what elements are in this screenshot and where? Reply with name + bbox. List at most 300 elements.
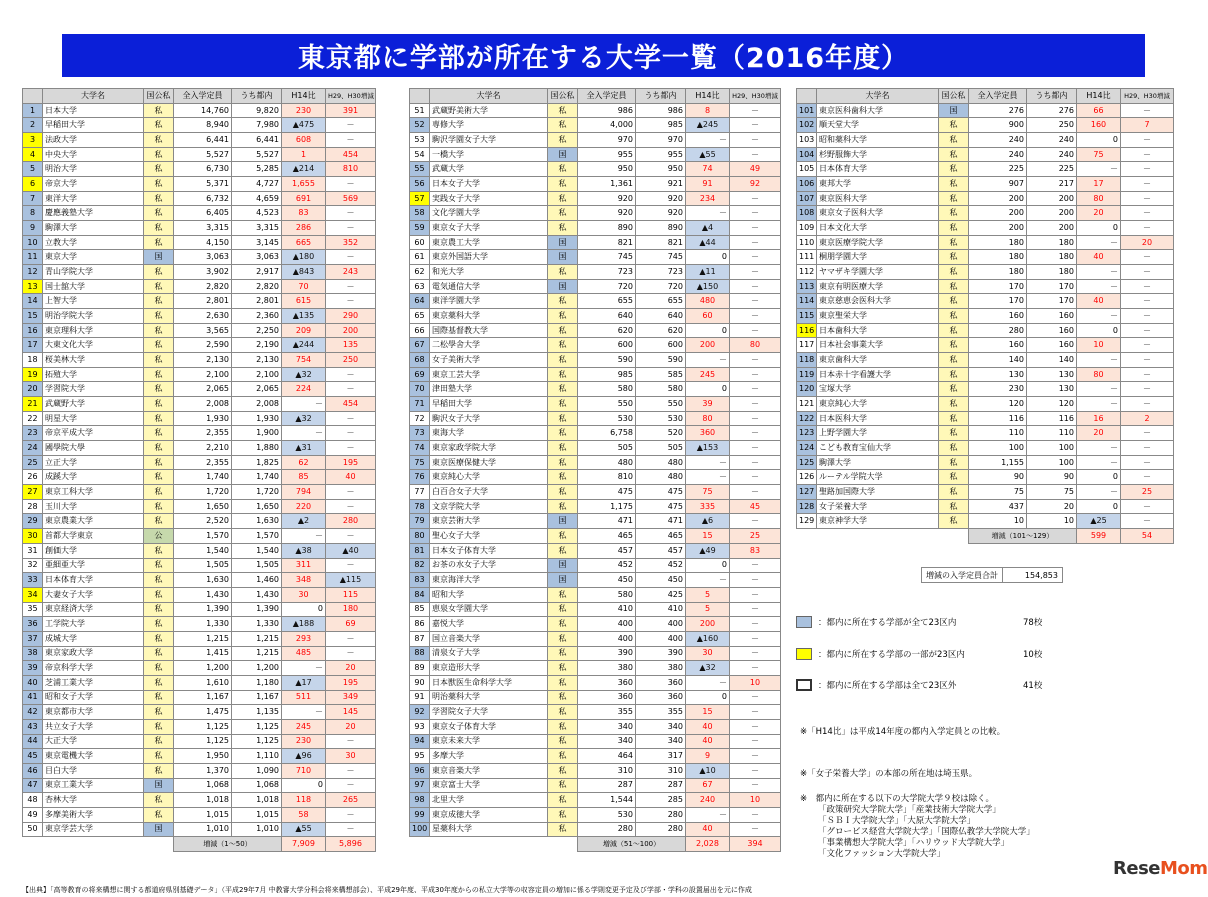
table-row — [23, 206, 376, 221]
h14-comparison: 0 — [1077, 323, 1121, 338]
h14-comparison: 80 — [1077, 191, 1121, 206]
tokyo-capacity: 410 — [636, 602, 686, 617]
row-number: 95 — [410, 749, 430, 764]
h14-comparison: 691 — [282, 191, 326, 206]
h14-comparison: 286 — [282, 221, 326, 236]
table-row — [23, 323, 376, 338]
total-capacity: 1,330 — [174, 617, 232, 632]
table-row — [797, 397, 1174, 412]
university-name: 立教大学 — [43, 235, 144, 250]
total-capacity: 1,125 — [174, 734, 232, 749]
university-name: 恵泉女学園大学 — [430, 602, 548, 617]
university-name: 拓殖大学 — [43, 367, 144, 382]
university-name: 多摩美術大学 — [43, 807, 144, 822]
row-number: 121 — [797, 397, 817, 412]
ownership-type: 私 — [144, 690, 174, 705]
row-number: 99 — [410, 807, 430, 822]
tokyo-capacity: 1,135 — [232, 705, 282, 720]
h29-h30-change: － — [1121, 191, 1174, 206]
tokyo-capacity: 1,430 — [232, 587, 282, 602]
table-row — [410, 573, 781, 588]
ownership-type: 私 — [144, 514, 174, 529]
tokyo-capacity: 285 — [636, 793, 686, 808]
h14-comparison: 0 — [1077, 470, 1121, 485]
table-row — [23, 807, 376, 822]
h29-h30-change: － — [1121, 514, 1174, 529]
h29-h30-change: － — [1121, 338, 1174, 353]
total-capacity: 2,801 — [174, 294, 232, 309]
table-row — [23, 338, 376, 353]
ownership-type: 私 — [939, 147, 969, 162]
table-row — [797, 133, 1174, 148]
ownership-type: 私 — [144, 793, 174, 808]
total-capacity: 200 — [969, 206, 1027, 221]
row-number: 26 — [23, 470, 43, 485]
table-row — [23, 499, 376, 514]
total-capacity: 130 — [969, 367, 1027, 382]
tokyo-capacity: 7,980 — [232, 118, 282, 133]
total-capacity: 340 — [578, 719, 636, 734]
table-row — [797, 221, 1174, 236]
h14-comparison: － — [1077, 309, 1121, 324]
row-number: 75 — [410, 455, 430, 470]
row-number: 62 — [410, 265, 430, 280]
table-row — [23, 367, 376, 382]
h14-comparison: 293 — [282, 631, 326, 646]
tokyo-capacity: 1,110 — [232, 749, 282, 764]
note-graduate-list-5: 「文化ファッション大学院大学」 — [818, 849, 946, 859]
university-name: 明治大学 — [43, 162, 144, 177]
ownership-type: 私 — [939, 177, 969, 192]
tokyo-capacity: 310 — [636, 763, 686, 778]
university-name: 国士舘大学 — [43, 279, 144, 294]
h29-h30-change: － — [1121, 323, 1174, 338]
university-name: 武蔵大学 — [430, 162, 548, 177]
table-row — [410, 118, 781, 133]
h29-h30-change: － — [326, 279, 376, 294]
subtotal-h29-h30: 54 — [1121, 529, 1174, 544]
row-number: 90 — [410, 675, 430, 690]
row-number: 32 — [23, 558, 43, 573]
table-row — [797, 279, 1174, 294]
h29-h30-change: － — [326, 646, 376, 661]
table-row — [23, 690, 376, 705]
university-name: 明星大学 — [43, 411, 144, 426]
university-name: 帝京平成大学 — [43, 426, 144, 441]
total-capacity: 1,370 — [174, 763, 232, 778]
h14-comparison: － — [1077, 235, 1121, 250]
row-number: 24 — [23, 441, 43, 456]
h29-h30-change: － — [1121, 294, 1174, 309]
table-row — [797, 118, 1174, 133]
total-capacity: 1,415 — [174, 646, 232, 661]
h14-comparison: ▲6 — [686, 514, 730, 529]
tokyo-capacity: 340 — [636, 719, 686, 734]
tokyo-capacity: 180 — [1027, 265, 1077, 280]
h29-h30-change: － — [730, 602, 781, 617]
table-row — [23, 177, 376, 192]
row-number: 43 — [23, 719, 43, 734]
ownership-type: 私 — [144, 162, 174, 177]
total-capacity: 1,390 — [174, 602, 232, 617]
h29-h30-change: 80 — [730, 338, 781, 353]
h29-h30-change: － — [730, 690, 781, 705]
tokyo-capacity: 920 — [636, 206, 686, 221]
tokyo-capacity: 1,880 — [232, 441, 282, 456]
ownership-type: 私 — [548, 734, 578, 749]
tokyo-capacity: 1,018 — [232, 793, 282, 808]
ownership-type: 私 — [939, 499, 969, 514]
ownership-type: 国 — [144, 778, 174, 793]
tokyo-capacity: 1,650 — [232, 499, 282, 514]
total-capacity: 410 — [578, 602, 636, 617]
university-name: 立正大学 — [43, 455, 144, 470]
h29-h30-change: － — [326, 250, 376, 265]
tokyo-capacity: 921 — [636, 177, 686, 192]
ownership-type: 私 — [144, 441, 174, 456]
ownership-type: 私 — [939, 485, 969, 500]
ownership-type: 私 — [144, 543, 174, 558]
h29-h30-change: － — [730, 397, 781, 412]
h14-comparison: ▲55 — [282, 822, 326, 837]
tokyo-capacity: 2,065 — [232, 382, 282, 397]
row-number: 79 — [410, 514, 430, 529]
ownership-type: 国 — [548, 279, 578, 294]
header-name: 大学名 — [817, 89, 939, 104]
row-number: 33 — [23, 573, 43, 588]
ownership-type: 私 — [548, 206, 578, 221]
total-capacity: 8,940 — [174, 118, 232, 133]
university-name: 東京未来大学 — [430, 734, 548, 749]
tokyo-capacity: 1,460 — [232, 573, 282, 588]
university-name: 帝京大学 — [43, 177, 144, 192]
table-row — [410, 250, 781, 265]
university-name: 早稲田大学 — [430, 397, 548, 412]
h14-comparison: 209 — [282, 323, 326, 338]
tokyo-capacity: 160 — [1027, 338, 1077, 353]
ownership-type: 私 — [144, 294, 174, 309]
total-capacity: 723 — [578, 265, 636, 280]
table-row — [410, 397, 781, 412]
row-number: 83 — [410, 573, 430, 588]
university-name: 和光大学 — [430, 265, 548, 280]
total-capacity: 986 — [578, 103, 636, 118]
table-row — [410, 705, 781, 720]
table-row — [410, 661, 781, 676]
legend-text: ：都内に所在する学部は全て23区外 — [818, 681, 957, 691]
h14-comparison: 1,655 — [282, 177, 326, 192]
table-row — [23, 485, 376, 500]
ownership-type: 私 — [548, 719, 578, 734]
row-number: 25 — [23, 455, 43, 470]
h29-h30-change: － — [1121, 367, 1174, 382]
h29-h30-change: － — [1121, 397, 1174, 412]
ownership-type: 私 — [144, 353, 174, 368]
h29-h30-change: 40 — [326, 470, 376, 485]
table-row — [410, 499, 781, 514]
ownership-type: 国 — [548, 250, 578, 265]
header-type: 国公私 — [548, 89, 578, 104]
university-name: 東京工芸大学 — [430, 367, 548, 382]
table-row — [410, 294, 781, 309]
ownership-type: 私 — [548, 675, 578, 690]
ownership-type: 私 — [939, 162, 969, 177]
university-name: 東京成徳大学 — [430, 807, 548, 822]
tokyo-capacity: 585 — [636, 367, 686, 382]
tokyo-capacity: 457 — [636, 543, 686, 558]
h29-h30-change: － — [730, 206, 781, 221]
tokyo-capacity: 360 — [636, 690, 686, 705]
h29-h30-change: 92 — [730, 177, 781, 192]
table-row — [410, 514, 781, 529]
h29-h30-change: － — [326, 294, 376, 309]
total-capacity: 1,540 — [174, 543, 232, 558]
table-row — [23, 646, 376, 661]
row-number: 116 — [797, 323, 817, 338]
table-row — [23, 191, 376, 206]
ownership-type: 私 — [939, 441, 969, 456]
total-capacity: 471 — [578, 514, 636, 529]
university-name: 日本歯科大学 — [817, 323, 939, 338]
h29-h30-change: － — [730, 646, 781, 661]
header-tokyo: うち都内 — [636, 89, 686, 104]
tokyo-capacity: 180 — [1027, 235, 1077, 250]
h29-h30-change: － — [326, 778, 376, 793]
table-row — [410, 265, 781, 280]
h14-comparison: ▲96 — [282, 749, 326, 764]
total-capacity: 1,018 — [174, 793, 232, 808]
h29-h30-change: 569 — [326, 191, 376, 206]
ownership-type: 私 — [548, 763, 578, 778]
total-capacity: 140 — [969, 353, 1027, 368]
subtotal-h14: 7,909 — [282, 837, 326, 852]
ownership-type: 私 — [144, 602, 174, 617]
total-capacity: 75 — [969, 485, 1027, 500]
ownership-type: 私 — [144, 279, 174, 294]
table-row — [23, 235, 376, 250]
header-h2930: H29、H30増減 — [730, 89, 781, 104]
university-name: ルーテル学院大学 — [817, 470, 939, 485]
row-number: 89 — [410, 661, 430, 676]
row-number: 42 — [23, 705, 43, 720]
row-number: 13 — [23, 279, 43, 294]
row-number: 47 — [23, 778, 43, 793]
ownership-type: 私 — [548, 118, 578, 133]
h29-h30-change: － — [326, 485, 376, 500]
h14-comparison: ▲188 — [282, 617, 326, 632]
table-row — [410, 617, 781, 632]
total-capacity: 465 — [578, 529, 636, 544]
header-name: 大学名 — [430, 89, 548, 104]
ownership-type: 私 — [548, 162, 578, 177]
table-row — [410, 675, 781, 690]
table-row — [410, 587, 781, 602]
university-name: ヤマザキ学園大学 — [817, 265, 939, 280]
h14-comparison: 0 — [1077, 221, 1121, 236]
total-capacity: 5,527 — [174, 147, 232, 162]
table-row — [410, 147, 781, 162]
table-row — [410, 690, 781, 705]
university-name: 東洋学園大学 — [430, 294, 548, 309]
ownership-type: 私 — [548, 631, 578, 646]
table-row — [410, 133, 781, 148]
tokyo-capacity: 2,190 — [232, 338, 282, 353]
h29-h30-change: 243 — [326, 265, 376, 280]
table-row — [797, 514, 1174, 529]
ownership-type: 私 — [144, 221, 174, 236]
tokyo-capacity: 160 — [1027, 323, 1077, 338]
h29-h30-change: － — [326, 734, 376, 749]
row-number: 127 — [797, 485, 817, 500]
total-capacity: 6,405 — [174, 206, 232, 221]
tokyo-capacity: 4,727 — [232, 177, 282, 192]
university-name: 東京富士大学 — [430, 778, 548, 793]
table-row — [23, 294, 376, 309]
row-number: 81 — [410, 543, 430, 558]
total-capacity: 14,760 — [174, 103, 232, 118]
tokyo-capacity: 116 — [1027, 411, 1077, 426]
table-row — [23, 514, 376, 529]
row-number: 4 — [23, 147, 43, 162]
header-no — [797, 89, 817, 104]
ownership-type: 私 — [548, 690, 578, 705]
row-number: 69 — [410, 367, 430, 382]
total-capacity: 1,430 — [174, 587, 232, 602]
h29-h30-change: － — [326, 441, 376, 456]
legend-all-23wards — [796, 616, 1042, 628]
table-row — [23, 133, 376, 148]
h29-h30-change: 2 — [1121, 411, 1174, 426]
h14-comparison: － — [686, 675, 730, 690]
tokyo-capacity: 745 — [636, 250, 686, 265]
row-number: 82 — [410, 558, 430, 573]
university-name: 北里大学 — [430, 793, 548, 808]
tokyo-capacity: 2,130 — [232, 353, 282, 368]
ownership-type: 私 — [144, 265, 174, 280]
total-capacity: 1,155 — [969, 455, 1027, 470]
h29-h30-change: － — [326, 367, 376, 382]
table-row — [410, 529, 781, 544]
h14-comparison: － — [1077, 162, 1121, 177]
university-name: お茶の水女子大学 — [430, 558, 548, 573]
h14-comparison: 0 — [686, 250, 730, 265]
total-capacity: 907 — [969, 177, 1027, 192]
tokyo-capacity: 1,505 — [232, 558, 282, 573]
university-name: 昭和薬科大学 — [817, 133, 939, 148]
university-name: 東京有明医療大学 — [817, 279, 939, 294]
total-capacity: 3,063 — [174, 250, 232, 265]
row-number: 123 — [797, 426, 817, 441]
h14-comparison: 234 — [686, 191, 730, 206]
table-row — [23, 529, 376, 544]
h29-h30-change: 49 — [730, 162, 781, 177]
row-number: 16 — [23, 323, 43, 338]
table-row — [410, 470, 781, 485]
h29-h30-change: － — [1121, 470, 1174, 485]
grand-total-value: 154,853 — [1003, 568, 1063, 583]
row-number: 53 — [410, 133, 430, 148]
row-number: 94 — [410, 734, 430, 749]
university-name: 杏林大学 — [43, 793, 144, 808]
tokyo-capacity: 985 — [636, 118, 686, 133]
h14-comparison: 66 — [1077, 103, 1121, 118]
ownership-type: 私 — [939, 382, 969, 397]
university-name: 日本文化大学 — [817, 221, 939, 236]
table-row — [797, 382, 1174, 397]
total-capacity: 287 — [578, 778, 636, 793]
university-name: 武蔵野大学 — [43, 397, 144, 412]
table-row — [23, 719, 376, 734]
h29-h30-change: － — [326, 221, 376, 236]
university-name: 成城大学 — [43, 631, 144, 646]
ownership-type: 私 — [144, 705, 174, 720]
h14-comparison: ▲44 — [686, 235, 730, 250]
university-name: 青山学院大学 — [43, 265, 144, 280]
university-name: 東京芸術大学 — [430, 514, 548, 529]
table-row — [410, 309, 781, 324]
total-capacity: 640 — [578, 309, 636, 324]
page-title: 東京都に学部が所在する大学一覧（2016年度） — [62, 34, 1145, 77]
header-name: 大学名 — [43, 89, 144, 104]
ownership-type: 国 — [144, 822, 174, 837]
table-row — [410, 279, 781, 294]
note-graduate-list-1: 「政策研究大学院大学」「産業技術大学院大学」 — [818, 805, 1001, 815]
h14-comparison: 0 — [686, 690, 730, 705]
table-row — [23, 103, 376, 118]
h14-comparison: － — [686, 455, 730, 470]
h14-comparison: 335 — [686, 499, 730, 514]
row-number: 66 — [410, 323, 430, 338]
h14-comparison: 0 — [1077, 499, 1121, 514]
h29-h30-change: － — [1121, 265, 1174, 280]
h14-comparison: ▲245 — [686, 118, 730, 133]
h14-comparison: 40 — [686, 734, 730, 749]
row-number: 128 — [797, 499, 817, 514]
university-name: 日本社会事業大学 — [817, 338, 939, 353]
total-capacity: 3,902 — [174, 265, 232, 280]
resemom-logo[interactable] — [1113, 858, 1208, 879]
university-name: 聖路加国際大学 — [817, 485, 939, 500]
h14-comparison: 5 — [686, 602, 730, 617]
row-number: 48 — [23, 793, 43, 808]
row-number: 117 — [797, 338, 817, 353]
row-number: 18 — [23, 353, 43, 368]
subtotal-h14: 2,028 — [686, 837, 730, 852]
ownership-type: 私 — [548, 309, 578, 324]
row-number: 35 — [23, 602, 43, 617]
total-capacity: 920 — [578, 191, 636, 206]
total-capacity: 120 — [969, 397, 1027, 412]
tokyo-capacity: 280 — [636, 807, 686, 822]
table-row — [23, 763, 376, 778]
tokyo-capacity: 2,100 — [232, 367, 282, 382]
tokyo-capacity: 821 — [636, 235, 686, 250]
table-row — [797, 235, 1174, 250]
table-row — [23, 455, 376, 470]
total-capacity: 985 — [578, 367, 636, 382]
h14-comparison: ▲153 — [686, 441, 730, 456]
total-capacity: 225 — [969, 162, 1027, 177]
table-row — [410, 221, 781, 236]
h14-comparison: 480 — [686, 294, 730, 309]
total-capacity: 6,732 — [174, 191, 232, 206]
total-capacity: 1,200 — [174, 661, 232, 676]
total-capacity: 240 — [969, 147, 1027, 162]
total-capacity: 170 — [969, 294, 1027, 309]
total-capacity: 6,758 — [578, 426, 636, 441]
table-row — [797, 265, 1174, 280]
ownership-type: 私 — [548, 294, 578, 309]
